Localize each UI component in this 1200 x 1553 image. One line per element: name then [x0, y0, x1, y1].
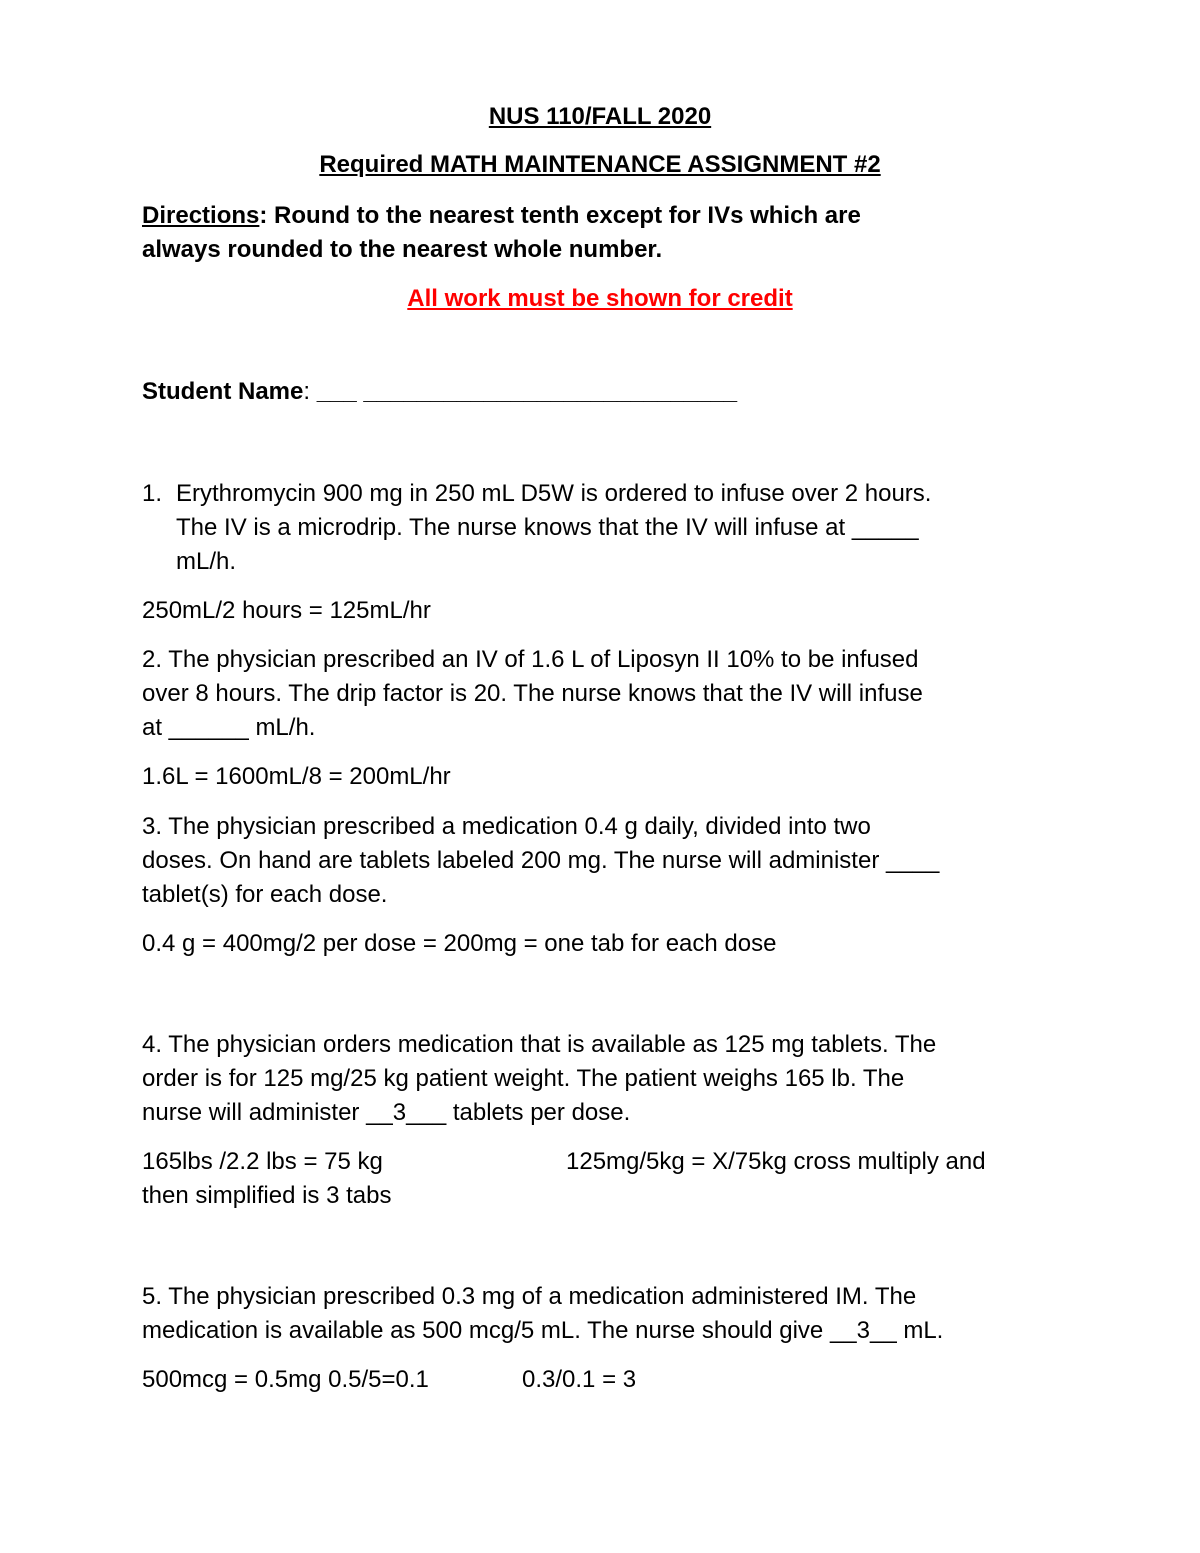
- student-name-label: Student Name: [142, 378, 304, 405]
- question-5-line-2: medication is available as 500 mcg/5 mL. The nurse should give __3__ mL.: [142, 1317, 944, 1344]
- answer-4-part-2: 125mg/5kg = X/75kg cross multiply and: [566, 1148, 986, 1175]
- answer-2: 1.6L = 1600mL/8 = 200mL/hr: [142, 763, 451, 790]
- question-4-line-1: 4. The physician orders medication that is available as 125 mg tablets. The: [142, 1031, 937, 1058]
- answer-1: 250mL/2 hours = 125mL/hr: [142, 597, 431, 624]
- question-1-line-2: The IV is a microdrip. The nurse knows that the IV will infuse at _____: [176, 514, 919, 541]
- answer-4-part-3: then simplified is 3 tabs: [142, 1182, 392, 1209]
- question-3-line-2: doses. On hand are tablets labeled 200 mg. The nurse will administer ____: [142, 847, 940, 874]
- student-name-line: [142, 375, 737, 409]
- question-4-line-2: order is for 125 mg/25 kg patient weight. The patient weighs 165 lb. The: [142, 1065, 905, 1092]
- credit-notice: All work must be shown for credit: [407, 285, 793, 312]
- directions-label: Directions: [142, 202, 260, 229]
- answer-4-part-1: 165lbs /2.2 lbs = 75 kg: [142, 1148, 383, 1175]
- question-2-line-2: over 8 hours. The drip factor is 20. The nurse knows that the IV will infuse: [142, 680, 923, 707]
- directions-line-1: [142, 199, 861, 233]
- question-1-text-1: Erythromycin 900 mg in 250 mL D5W is ordered to infuse over 2 hours.: [176, 480, 932, 507]
- question-1-line-3: mL/h.: [176, 548, 237, 575]
- student-name-blank: ___ ____________________________: [316, 378, 738, 405]
- question-5-line-1: 5. The physician prescribed 0.3 mg of a medication administered IM. The: [142, 1283, 917, 1310]
- question-3-line-1: 3. The physician prescribed a medication 0.4 g daily, divided into two: [142, 813, 871, 840]
- student-name-colon: :: [303, 378, 317, 405]
- question-1-number: 1.: [142, 480, 163, 507]
- question-2-line-3: at ______ mL/h.: [142, 714, 316, 741]
- question-3-line-3: tablet(s) for each dose.: [142, 881, 388, 908]
- answer-5-part-1: 500mcg = 0.5mg 0.5/5=0.1: [142, 1366, 429, 1393]
- directions-line-2: always rounded to the nearest whole number.: [142, 236, 663, 263]
- question-1-line-1: [142, 477, 931, 511]
- question-2-line-1: 2. The physician prescribed an IV of 1.6 L of Liposyn II 10% to be infused: [142, 646, 919, 673]
- answer-3: 0.4 g = 400mg/2 per dose = 200mg = one tab for each dose: [142, 930, 777, 957]
- directions-text-1: : Round to the nearest tenth except for IVs which are: [259, 202, 861, 229]
- assignment-title: Required MATH MAINTENANCE ASSIGNMENT #2: [319, 151, 881, 178]
- question-4-line-3: nurse will administer __3___ tablets per dose.: [142, 1099, 631, 1126]
- answer-5-part-2: 0.3/0.1 = 3: [522, 1366, 637, 1393]
- document-title: NUS 110/FALL 2020: [488, 103, 712, 130]
